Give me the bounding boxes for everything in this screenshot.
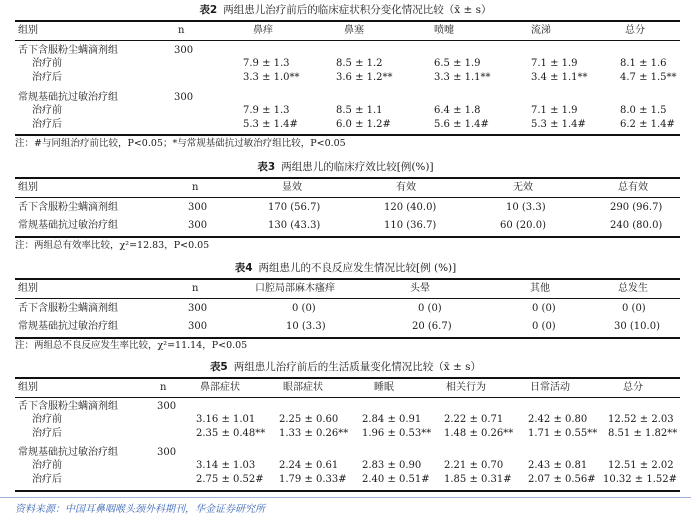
table3-top-rule	[15, 177, 680, 179]
table4-note: 注：两组总不良反应发生率比较，χ²=11.14，P<0.05	[15, 340, 248, 351]
table-row: 常规基础抗过敏治疗组 300	[18, 447, 177, 458]
table-row: 舌下含服粉尘螨滴剂组 300 170 (56.7) 120 (40.0) 10 (3.3) 290 (96.7)	[18, 202, 663, 213]
table3-header-rule	[15, 197, 680, 198]
table5-header-rule	[15, 397, 680, 398]
table5-bottom-rule	[15, 490, 680, 492]
table-row: 舌下含服粉尘螨滴剂组 300 0 (0) 0 (0) 0 (0) 0 (0)	[18, 303, 646, 314]
table5-top-rule	[15, 377, 680, 379]
table5-header-row: 组别 n 鼻部症状 眼部症状 睡眠 相关行为 日常活动 总分	[18, 382, 643, 393]
table3-title: 表3 两组患儿的临床疗效比较[例(%)]	[257, 161, 434, 173]
table4-title: 表4 两组患儿的不良反应发生情况比较[例 (%)]	[234, 262, 457, 274]
table-row: 治疗后 3.3 ± 1.0** 3.6 ± 1.2** 3.3 ± 1.1** 3.4 ± 1.1** 4.7 ± 1.5**	[32, 72, 677, 83]
table2-bottom-rule	[15, 134, 680, 136]
table-row: 舌下含服粉尘螨滴剂组 300	[18, 45, 194, 56]
table-row: 治疗后 2.75 ± 0.52# 1.79 ± 0.33# 2.40 ± 0.51# 1.85 ± 0.31# 2.07 ± 0.56# 10.32 ± 1.52#	[32, 474, 678, 485]
table-row: 常规基础抗过敏治疗组 300 130 (43.3) 110 (36.7) 60 (20.0) 240 (80.0)	[18, 220, 663, 231]
table4-header-row: 组别 n 口腔局部麻木瘙痒 头晕 其他 总发生	[18, 283, 648, 294]
source-divider	[0, 497, 691, 498]
table4-bottom-rule	[15, 337, 680, 339]
table3-header-row: 组别 n 显效 有效 无效 总有效	[18, 182, 648, 193]
table-row: 治疗前 3.16 ± 1.01 2.25 ± 0.60 2.84 ± 0.91 2.22 ± 0.71 2.42 ± 0.80 12.52 ± 2.03	[32, 414, 674, 425]
table2-header-rule	[15, 40, 680, 41]
table-row: 治疗前 7.9 ± 1.3 8.5 ± 1.2 6.5 ± 1.9 7.1 ± 1.9 8.1 ± 1.6	[32, 58, 667, 69]
table-row: 治疗前 3.14 ± 1.03 2.24 ± 0.61 2.83 ± 0.90 2.21 ± 0.70 2.43 ± 0.81 12.51 ± 2.02	[32, 460, 674, 471]
table-row: 常规基础抗过敏治疗组 300	[18, 92, 194, 103]
table3-note: 注：两组总有效率比较，χ²=12.83，P<0.05	[15, 240, 210, 251]
table4-header-rule	[15, 298, 680, 299]
table-row: 治疗后 5.3 ± 1.4# 6.0 ± 1.2# 5.6 ± 1.4# 5.3 ± 1.4# 6.2 ± 1.4#	[32, 119, 675, 130]
table2-header-row: 组别 n 鼻痒 鼻塞 喷嚏 流涕 总分	[18, 25, 645, 36]
table2-note: 注：#与同组治疗前比较，P<0.05；*与常规基础抗过敏治疗组比较，P<0.05	[15, 138, 346, 149]
table5-title: 表5 两组患儿治疗前后的生活质量变化情况比较（x̄ ± s）	[209, 361, 482, 373]
table-row: 治疗后 2.35 ± 0.48** 1.33 ± 0.26** 1.96 ± 0.53** 1.48 ± 0.26** 1.71 ± 0.55** 8.51 ± 1.82**	[32, 428, 678, 439]
table-row: 治疗前 7.9 ± 1.3 8.5 ± 1.1 6.4 ± 1.8 7.1 ± 1.9 8.0 ± 1.5	[32, 105, 667, 116]
table2-top-rule	[15, 20, 680, 22]
source-note: 资料来源：中国耳鼻咽喉头颈外科期刊，华金证券研究所	[15, 504, 265, 515]
table-row: 常规基础抗过敏治疗组 300 10 (3.3) 20 (6.7) 0 (0) 30 (10.0)	[18, 321, 660, 332]
table3-bottom-rule	[15, 236, 680, 238]
table-row: 舌下含服粉尘螨滴剂组 300	[18, 401, 177, 412]
table4-top-rule	[15, 278, 680, 280]
table2-title: 表2 两组患儿治疗前后的临床症状积分变化情况比较（x̄ ± s）	[199, 4, 492, 16]
